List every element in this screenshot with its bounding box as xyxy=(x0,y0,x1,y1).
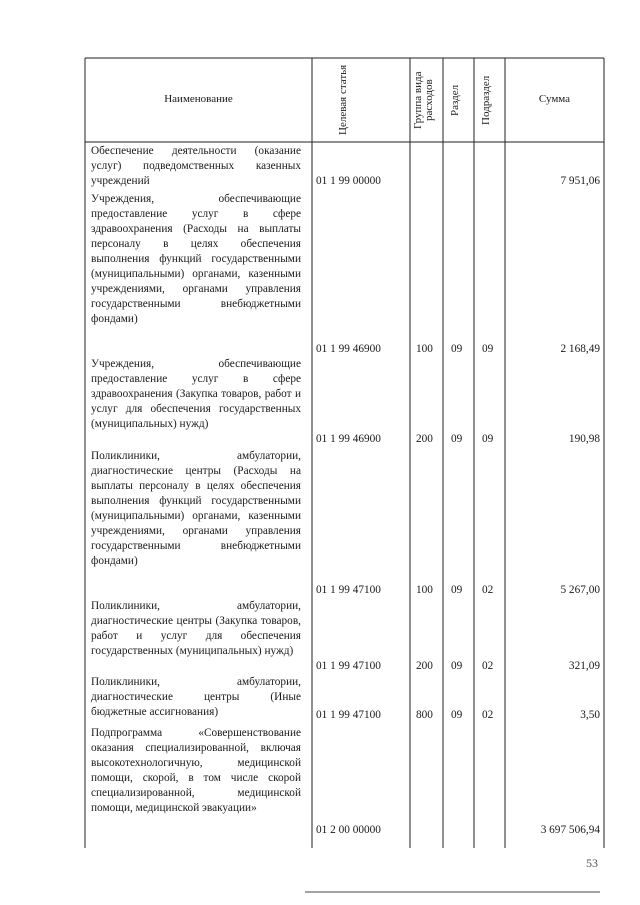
row-target: 01 2 00 00000 xyxy=(316,824,381,836)
header-subsection: Подраздел xyxy=(480,75,492,125)
header-sum: Сумма xyxy=(538,93,571,105)
row-subsection: 09 xyxy=(482,433,494,445)
page-number: 53 xyxy=(586,856,598,870)
row-target: 01 1 99 47100 xyxy=(316,709,381,721)
row-target: 01 1 99 46900 xyxy=(316,433,381,445)
row-section: 09 xyxy=(451,343,463,355)
row-name: Поликлиники, амбулатории, диагностические центры (Расходы на выплаты персоналу в целях обеспечения выполнения функций государственными (муниципальными) органами, казенными учреждениями, органами управления государственными внебюджетными фондами) xyxy=(91,450,301,567)
row-subsection: 02 xyxy=(482,709,494,721)
row-subsection: 09 xyxy=(482,343,494,355)
header-group: Группа вида расходов xyxy=(412,71,435,129)
row-sum: 3 697 506,94 xyxy=(540,824,600,836)
row-target: 01 1 99 47100 xyxy=(316,660,381,672)
row-section: 09 xyxy=(451,709,463,721)
row-name: Обеспечение деятельности (оказание услуг) подведомственных казенных учреждений xyxy=(91,145,301,187)
row-group: 200 xyxy=(416,433,433,445)
row-section: 09 xyxy=(451,433,463,445)
row-name: Учреждения, обеспечивающие предоставление услуг в сфере здравоохранения (Закупка товаров, работ и услуг для обеспечения государственных (муниципальных) нужд) xyxy=(91,358,301,430)
header-section: Раздел xyxy=(449,84,461,116)
row-group: 200 xyxy=(416,660,433,672)
row-sum: 3,50 xyxy=(580,709,600,721)
row-sum: 2 168,49 xyxy=(560,343,600,355)
header-target: Целевая статья xyxy=(337,64,349,136)
row-subsection: 02 xyxy=(482,584,494,596)
row-target: 01 1 99 46900 xyxy=(316,343,381,355)
row-section: 09 xyxy=(451,660,463,672)
row-sum: 5 267,00 xyxy=(560,584,600,596)
row-subsection: 02 xyxy=(482,660,494,672)
row-name: Поликлиники, амбулатории, диагностические центры (Иные бюджетные ассигнования) xyxy=(91,676,301,718)
row-target: 01 1 99 00000 xyxy=(316,175,381,187)
row-name: Учреждения, обеспечивающие предоставление услуг в сфере здравоохранения (Расходы на выплаты персоналу в целях обеспечения выполнения функций государственными (муниципальными) органами, казенными учреждениями, органами управления государственными внебюджетными фондами) xyxy=(91,193,301,325)
row-group: 100 xyxy=(416,343,433,355)
row-name: Поликлиники, амбулатории, диагностические центры (Закупка товаров, работ и услуг для обеспечения государственных (муниципальных) нужд) xyxy=(91,600,301,657)
row-sum: 190,98 xyxy=(568,433,600,445)
row-sum: 7 951,06 xyxy=(560,175,600,187)
row-group: 800 xyxy=(416,709,433,721)
row-group: 100 xyxy=(416,584,433,596)
header-name: Наименование xyxy=(164,93,233,105)
row-name: Подпрограмма «Совершенствование оказания специализированной, включая высокотехнологичную, медицинской помощи, скорой, в том числе скорой специализированной, медицинской помощи, медицинской эвакуации» xyxy=(91,727,301,814)
row-target: 01 1 99 47100 xyxy=(316,584,381,596)
row-sum: 321,09 xyxy=(568,660,600,672)
row-section: 09 xyxy=(451,584,463,596)
